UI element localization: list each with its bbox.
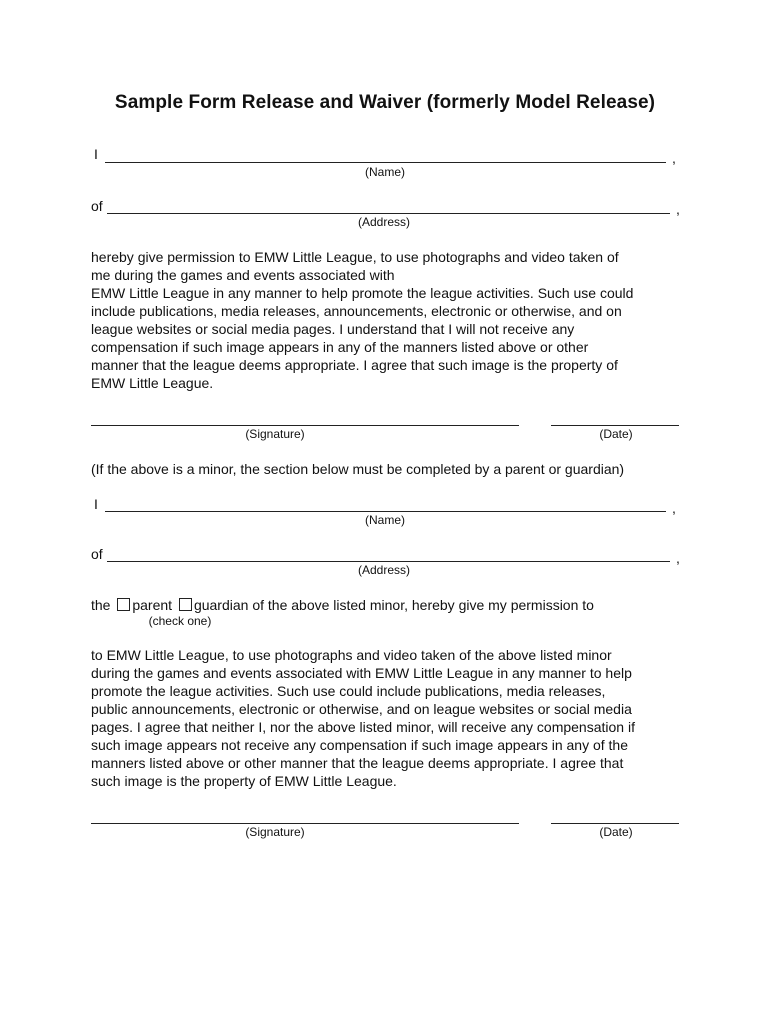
guardian-name-prefix: I	[94, 496, 98, 512]
minor-note: (If the above is a minor, the section below must be completed by a parent or guardian)	[91, 461, 625, 477]
permission-paragraph: hereby give permission to EMW Little League, to use photographs and video taken of me during the games and events associated with EMW Little League in any manner to help promote the league activities. Such use could include publications, media releases, announcements, electronic or otherwise, and on league websites or social media pages. I understand that I will not receive any compensation if such image appears in any of the manners listed above or other manner that the league deems appropriate. I agree that such image is the property of EMW Little League.	[91, 249, 634, 391]
the-label: the	[91, 597, 111, 613]
guardian-name-comma: ,	[672, 500, 676, 516]
guardian-address-prefix: of	[91, 546, 103, 562]
signature-caption: (Signature)	[245, 427, 305, 441]
address-caption: (Address)	[357, 215, 410, 229]
relationship-row	[91, 597, 594, 613]
date-caption: (Date)	[599, 427, 633, 441]
guardian-address-caption: (Address)	[357, 563, 410, 577]
guardian-name-field[interactable]	[105, 511, 666, 512]
guardian-date-caption: (Date)	[599, 825, 633, 839]
guardian-checkbox[interactable]	[179, 598, 192, 611]
address-field[interactable]	[107, 213, 670, 214]
page-title: Sample Form Release and Waiver (formerly Model Release)	[114, 92, 656, 113]
name-caption: (Name)	[364, 165, 405, 179]
guardian-label: guardian of the above listed minor, hereby give my permission to	[193, 597, 594, 613]
address-comma: ,	[676, 201, 680, 217]
guardian-date-field[interactable]	[551, 823, 679, 824]
check-one-caption: (check one)	[148, 614, 212, 628]
name-field[interactable]	[105, 162, 666, 163]
date-field[interactable]	[551, 425, 679, 426]
minor-permission-paragraph: to EMW Little League, to use photographs and video taken of the above listed minor during the games and events associated with EMW Little League in any manner to help promote the league activities. Such use could include publications, media releases, public announcements, electronic or otherwise, and on league websites or social media pages. I agree that neither I, nor the above listed minor, will receive any compensation if such image appears not receive any compensation if such image appears in any of the manners listed above or other manner that the league deems appropriate. I agree that such image is the property of EMW Little League.	[91, 647, 635, 789]
guardian-signature-caption: (Signature)	[245, 825, 305, 839]
guardian-signature-field[interactable]	[91, 823, 519, 824]
name-comma: ,	[672, 150, 676, 166]
parent-checkbox[interactable]	[117, 598, 130, 611]
signature-field[interactable]	[91, 425, 519, 426]
guardian-address-field[interactable]	[107, 561, 670, 562]
guardian-address-comma: ,	[676, 550, 680, 566]
address-prefix: of	[91, 198, 103, 214]
name-prefix: I	[94, 146, 98, 162]
parent-label: parent	[132, 597, 173, 613]
guardian-name-caption: (Name)	[364, 513, 405, 527]
